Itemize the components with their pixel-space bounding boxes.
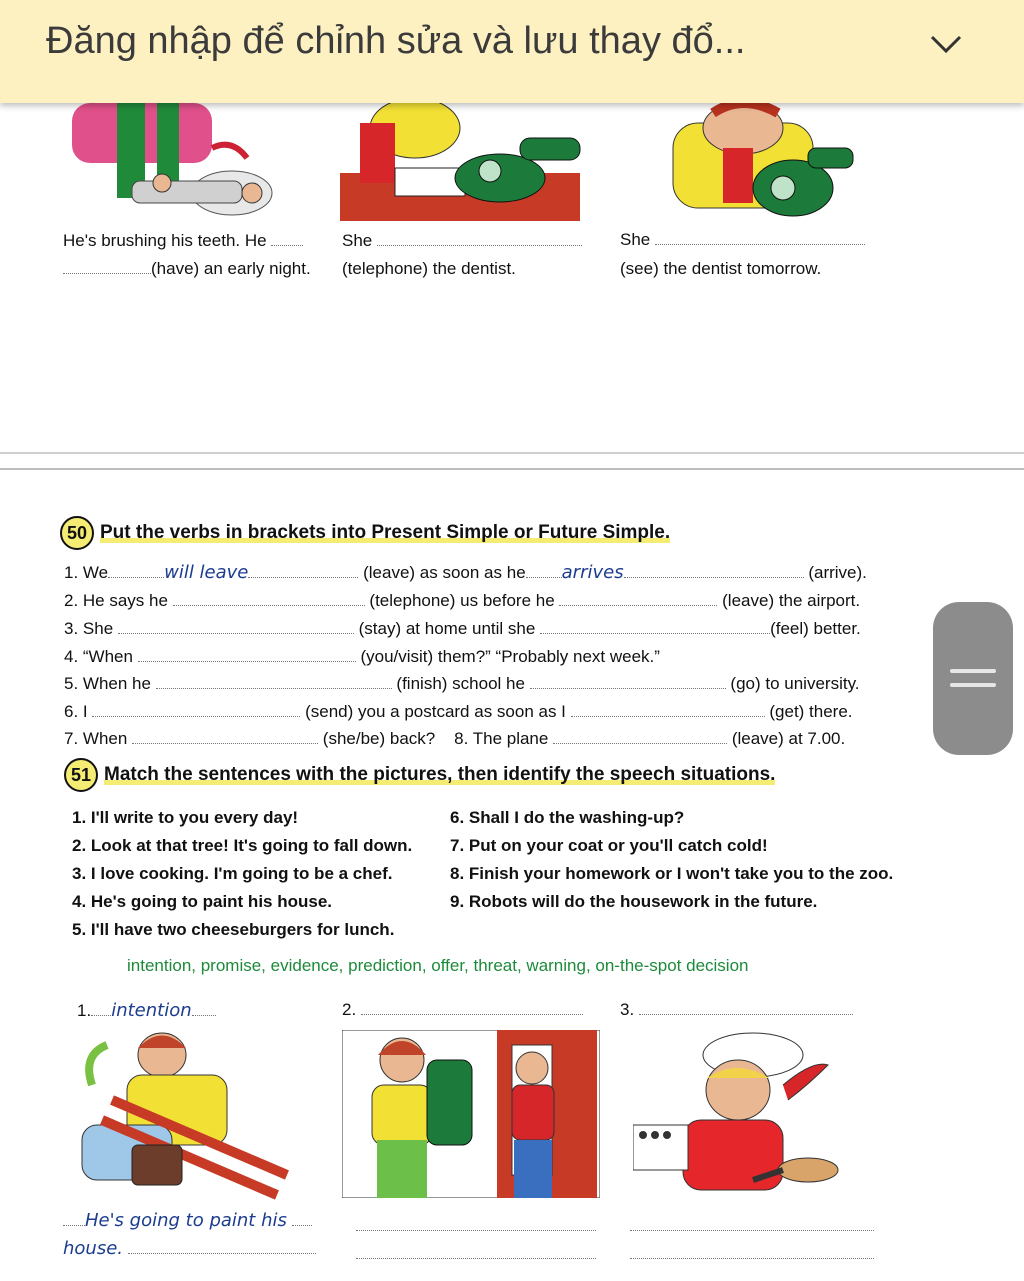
ex50-item-7: 7. When (she/be) back? 8. The plane (leave) at 7.00.: [64, 729, 846, 748]
caption-1-line1: He's brushing his teeth. He: [63, 231, 303, 251]
handwritten-answer: arrives: [561, 562, 624, 583]
illustration-woman-telephone: [340, 103, 590, 223]
chevron-down-icon[interactable]: [928, 32, 964, 56]
handwritten-answer: house.: [63, 1238, 124, 1259]
scrollbar-thumb[interactable]: [933, 602, 1013, 755]
illustration-boy-chef: [633, 1030, 843, 1195]
caption-2-line2: (telephone) the dentist.: [342, 259, 516, 278]
bottom-caption-line2: [63, 1238, 316, 1259]
illustration-boy-brushing-teeth: [62, 103, 277, 218]
caption-2-line1: She: [342, 231, 582, 251]
ex50-item-3: 3. She (stay) at home until she (feel) better.: [64, 619, 861, 638]
ex50-item-6: 6. I (send) you a postcard as soon as I (get) there.: [64, 702, 853, 721]
divider: [0, 468, 1024, 470]
illustration-woman-on-phone: [668, 103, 863, 228]
sentence-6: 6. Shall I do the washing-up?: [450, 808, 685, 827]
answer-2: 2.: [342, 1000, 583, 1020]
exercise-number-badge: 51: [64, 758, 98, 792]
illustration-man-with-ladder: [72, 1030, 297, 1205]
grip-icon: [950, 669, 996, 673]
caption-1-line2: (have) an early night.: [63, 259, 311, 279]
bottom-caption-line1: [63, 1210, 312, 1231]
sentence-7: 7. Put on your coat or you'll catch cold!: [450, 836, 768, 855]
handwritten-answer: He's going to paint his: [85, 1210, 287, 1231]
sentence-4: 4. He's going to paint his house.: [72, 892, 333, 911]
blank-line: [356, 1244, 596, 1264]
blank-line: [356, 1216, 596, 1236]
sentence-5: 5. I'll have two cheeseburgers for lunch.: [72, 920, 395, 939]
exercise-50-heading: [60, 516, 670, 550]
grip-icon: [950, 683, 996, 687]
sentence-8: 8. Finish your homework or I won't take you to the zoo.: [450, 864, 894, 883]
illustration-mother-and-boy-coat: [342, 1030, 600, 1198]
ex50-item-4: 4. “When (you/visit) them?” “Probably next week.”: [64, 647, 660, 666]
banner-title: Đăng nhập để chỉnh sửa và lưu thay đổ...: [46, 20, 746, 62]
exercise-50-title: Put the verbs in brackets into Present Simple or Future Simple.: [100, 522, 671, 544]
divider: [0, 452, 1024, 454]
answer-3: 3.: [620, 1000, 853, 1020]
sentence-3: 3. I love cooking. I'm going to be a chef.: [72, 864, 393, 883]
exercise-51-heading: [64, 758, 775, 792]
blank-line: [630, 1244, 874, 1264]
blank-line: [630, 1216, 874, 1236]
caption-3-line2: (see) the dentist tomorrow.: [620, 259, 822, 278]
sentence-9: 9. Robots will do the housework in the future.: [450, 892, 818, 911]
handwritten-answer: will leave: [164, 562, 249, 583]
ex50-item-5: 5. When he (finish) school he (go) to university.: [64, 674, 860, 693]
handwritten-answer: intention: [111, 1000, 192, 1021]
caption-3-line1: She: [620, 230, 865, 250]
ex50-item-2: 2. He says he (telephone) us before he (leave) the airport.: [64, 591, 861, 610]
speech-situations-list: intention, promise, evidence, prediction, offer, threat, warning, on-the-spot decision: [127, 956, 749, 975]
answer-1: 1. intention: [77, 1000, 216, 1021]
sentence-2: 2. Look at that tree! It's going to fall down.: [72, 836, 413, 855]
sentence-1: 1. I'll write to you every day!: [72, 808, 299, 827]
exercise-51-title: Match the sentences with the pictures, then identify the speech situations.: [104, 764, 776, 786]
login-banner[interactable]: [0, 0, 1024, 103]
ex50-item-1: 1. We will leave (leave) as soon as he arrives (arrive).: [64, 562, 867, 583]
exercise-number-badge: 50: [60, 516, 94, 550]
